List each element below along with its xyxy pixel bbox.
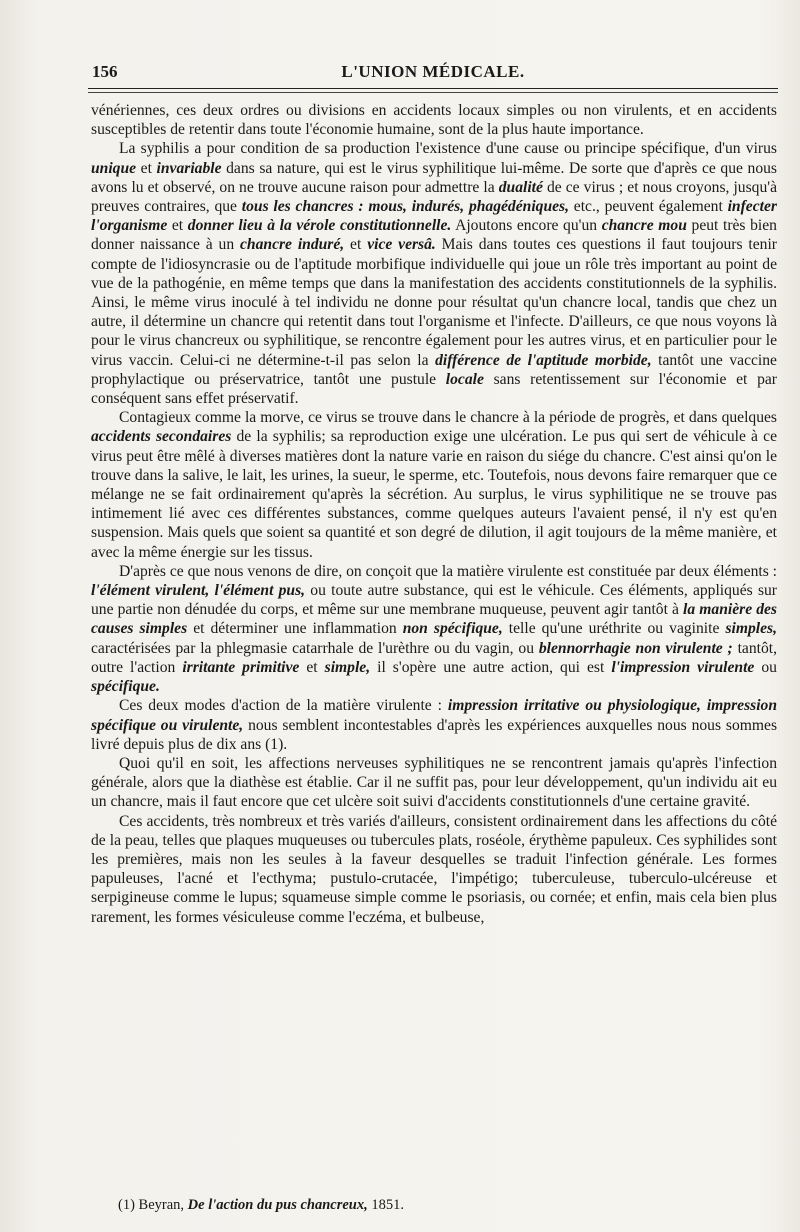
text-run: Ces deux modes d'action de la matière virulente : [119, 697, 448, 715]
italic-phrase: l'élément pus, [214, 582, 306, 600]
text-run: dans sa nature, qui est le virus syphilitique lui-même. De sorte que d'après ce que nous avons lu et observé, on ne trouve aucune raison pour admettre la [91, 159, 777, 196]
footnote-marker: (1) [118, 1197, 135, 1213]
paragraph [91, 101, 777, 139]
text-run: peut très bien donner naissance à un [91, 217, 777, 254]
text-run: Contagieux comme la morve, ce virus se trouve dans le chancre à la période de progrès, et dans quelques [119, 409, 777, 427]
italic-phrase: chancre induré, [240, 236, 345, 254]
paragraph [91, 696, 777, 754]
text-run: et [167, 217, 188, 235]
italic-phrase: unique [91, 159, 137, 177]
italic-phrase: tous les chancres : mous, indurés, phagédéniques, [241, 198, 570, 216]
text-run: La syphilis a pour condition de sa production l'existence d'une cause ou principe spécifique, d'un virus [119, 140, 777, 158]
italic-phrase: vice versâ. [367, 236, 436, 254]
italic-phrase: accidents secondaires [91, 428, 232, 446]
body-text [91, 101, 777, 927]
footnote-author: Beyran, [134, 1197, 188, 1213]
text-run: vénériennes, ces deux ordres ou divisions en accidents locaux simples ou non virulents, et en accidents susceptibles de retentir dans toute l'économie humaine, sont de la plus haute importance. [91, 102, 777, 139]
italic-phrase: invariable [156, 159, 222, 177]
paragraph [91, 562, 777, 696]
text-run: tantôt une vaccine prophylactique ou préservatrice, tantôt une pustule [91, 351, 777, 388]
italic-phrase: chancre mou [601, 217, 687, 235]
page-header [88, 62, 778, 84]
text-run: de la syphilis; sa reproduction exige une ulcération. Le pus qui sert de véhicule à ce virus peut être mêlé à diverses matières dont la nature varie en raison du siége du chancre. C'est ainsi qu'on le trouve dans la salive, le lait, les urines, la sueur, le sperme, etc. Toutefois, nous devons faire remarquer que ce mélange ne se fait ordinairement qu'après la sécrétion. Au surplus, le virus syphilitique ne se trouve pas intimement lié avec ces différentes substances, comme quelques auteurs l'avaient pensé, il n'y est qu'en suspension. Mais quels que soient sa quantité et son degré de dilution, il agit toujours de la même manière, et avec la même énergie sur les tissus. [91, 428, 777, 561]
text-run: de ce virus ; et nous croyons, jusqu'à preuves contraires, que [91, 178, 777, 216]
italic-phrase: irritante primitive [182, 658, 300, 676]
header-rule [88, 88, 778, 89]
italic-phrase: donner lieu à la vérole constitutionnelle. [187, 217, 452, 235]
text-run: telle qu'une uréthrite ou vaginite [502, 620, 726, 638]
text-run: et [344, 236, 368, 254]
italic-phrase: impression irritative ou physiologique, impression spécifique ou virulente, [91, 697, 778, 734]
paragraph [91, 754, 777, 812]
text-run: nous semblent incontestables d'après les expériences auxquelles nous nous sommes livré depuis plus de dix ans (1). [91, 716, 778, 753]
italic-phrase: l'élément virulent, [91, 582, 210, 600]
text-run: D'après ce que nous venons de dire, on conçoit que la matière virulente est constituée par deux éléments : [119, 562, 777, 580]
text-run: ou toute autre substance, qui est le véhicule. Ces éléments, appliqués sur une partie non dénudée du corps, et même sur une membrane muqueuse, peuvent agir tantôt à [91, 582, 777, 619]
italic-phrase: infecter l'organisme [91, 198, 777, 235]
text-run: il s'opère une autre action, qui est [370, 658, 612, 676]
italic-phrase: différence de l'aptitude morbide, [435, 351, 652, 369]
text-run: et déterminer une inflammation [187, 620, 403, 638]
italic-phrase: locale [445, 370, 484, 388]
italic-phrase: dualité [498, 178, 543, 196]
italic-phrase: blennorrhagie non virulente ; [538, 639, 733, 657]
footnote-year: 1851. [367, 1197, 404, 1213]
text-run: Mais dans toutes ces questions il faut toujours tenir compte de l'idiosyncrasie ou de l'aptitude morbifique individuelle qui joue un rôle très important au point de vue de la pathogénie, en même temps que dans la manifestation des accidents constitutionnels de la syphilis. Ainsi, le même virus inoculé à tel individu ne donne pour résultat qu'un chancre local, tandis que chez un autre, il détermine un chancre qui retentit dans tout l'organisme et l'infecte. D'ailleurs, ce que nous voyons là pour le virus chancreux ou syphilitique, se rencontre également pour les autres virus, et en particulier pour le virus vaccin. Celui-ci ne détermine-t-il pas selon la [91, 236, 777, 369]
page-number: 156 [92, 62, 118, 81]
italic-phrase: simple, [324, 658, 371, 676]
text-run: Ces accidents, très nombreux et très variés d'ailleurs, consistent ordinairement dans les affections du côté de la peau, telles que plaques muqueuses ou tubercules plats, roséole, érythème papuleux. Ces syphilides sont les premières, mais non les seules à la faveur desquelles se traduit l'infection générale. Les formes papuleuses, l'acné et l'ecthyma; pustulo-crutacée, l'impétigo; tuberculeuse, tuberculo-ulcéreuse et serpigineuse comme le lupus; squameuse simple comme le psoriasis, ou cornée; et enfin, mais cela bien plus rarement, les formes vésiculeuse comme l'eczéma, et bulbeuse, [91, 812, 777, 926]
running-head: L'UNION MÉDICALE. [341, 62, 525, 81]
italic-phrase: non spécifique, [402, 620, 503, 638]
italic-phrase: l'impression virulente [611, 658, 755, 676]
text-run: ou [754, 658, 777, 676]
text-run: sans retentissement sur l'économie et par conséquent sans effet préservatif. [91, 370, 777, 408]
footnote [118, 1196, 768, 1214]
text-run: etc., peuvent également [569, 198, 728, 216]
text-run: Quoi qu'il en soit, les affections nerveuses syphilitiques ne se rencontrent jamais qu'après l'infection générale, alors que la diathèse est établie. Car il ne suffit pas, pour leur développement, qu'un individu ait eu un chancre, mais il faut encore que cet ulcère soit suivi d'accidents constitutionnels d'une certaine gravité. [91, 754, 777, 811]
italic-phrase: la manière des causes simples [91, 601, 777, 638]
text-run: caractérisées par la phlegmasie catarrhale de l'urèthre ou du vagin, ou [91, 639, 539, 657]
text-run: et [299, 658, 325, 676]
footnote-title: De l'action du pus chancreux, [187, 1197, 368, 1213]
paragraph [91, 812, 777, 927]
paragraph [91, 408, 777, 562]
header-rule-thin [88, 92, 778, 93]
italic-phrase: simples, [725, 620, 777, 638]
text-run: et [136, 159, 157, 177]
text-run: tantôt, outre l'action [91, 639, 778, 676]
italic-phrase: spécifique. [91, 678, 160, 696]
paragraph [91, 139, 777, 408]
text-run: Ajoutons encore qu'un [451, 217, 602, 235]
